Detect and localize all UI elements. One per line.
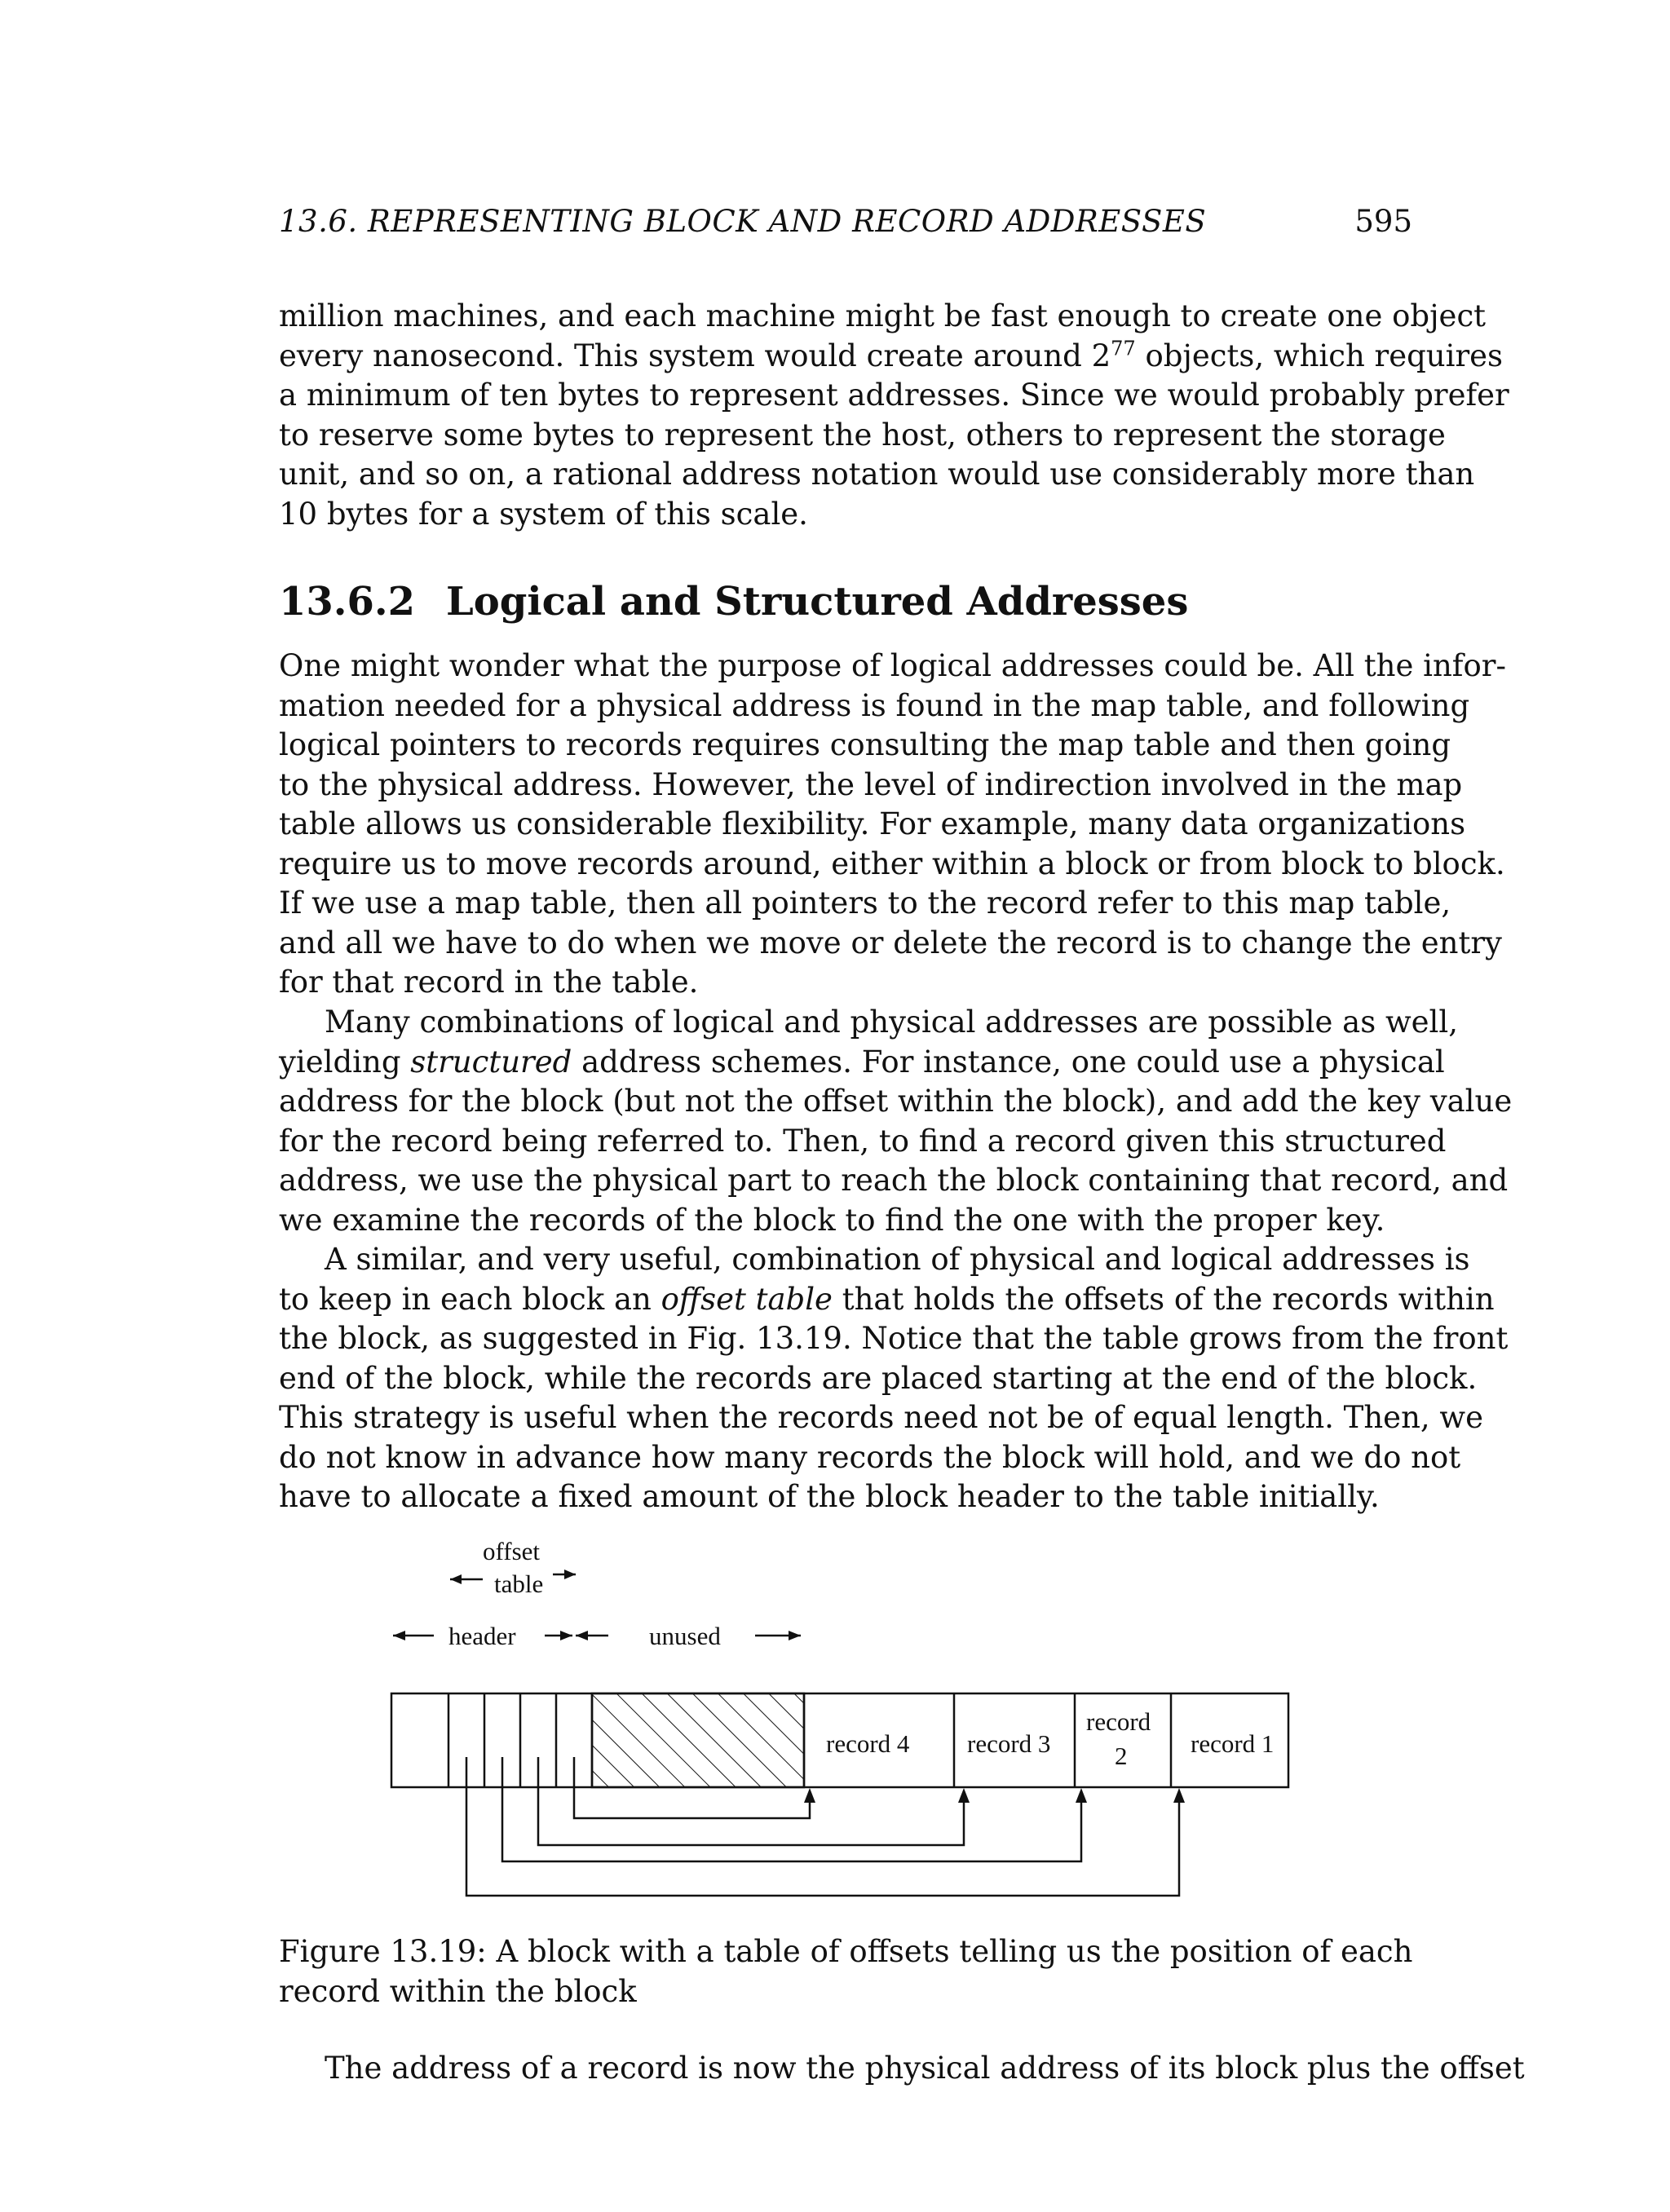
text-line-with-emphasis: [279, 1043, 1445, 1083]
pointer-lines: [466, 1757, 1179, 1896]
unused-hatched-region: [592, 1693, 804, 1787]
text-line: end of the block, while the records are placed starting at the end of the block.: [279, 1360, 1478, 1396]
text-line: to reserve some bytes to represent the host, others to represent the storage: [279, 417, 1446, 453]
record-4-label: record 4: [826, 1729, 910, 1758]
paragraph-3: [279, 1003, 1513, 1240]
text-line: logical pointers to records requires consulting the map table and then going: [279, 727, 1451, 762]
exponent: 77: [1111, 337, 1136, 360]
text-line: the block, as suggested in Fig. 13.19. Notice that the table grows from the front: [279, 1321, 1509, 1356]
arrow-up-icon: [804, 1788, 815, 1803]
text-fragment: that holds the offsets of the records within: [832, 1281, 1495, 1317]
record-3-label: record 3: [967, 1729, 1051, 1758]
arrow-up-icon: [958, 1788, 970, 1803]
text-line: A similar, and very useful, combination of physical and logical addresses is: [325, 1242, 1470, 1277]
arrow-up-icon: [1076, 1788, 1087, 1803]
label-table: table: [494, 1570, 544, 1598]
running-head: [279, 202, 1412, 241]
text-line: The address of a record is now the physical address of its block plus the offset: [325, 2051, 1525, 2086]
text-line: a minimum of ten bytes to represent addresses. Since we would probably prefer: [279, 377, 1509, 413]
text-line: we examine the records of the block to find the one with the proper key.: [279, 1202, 1385, 1238]
text-line: 10 bytes for a system of this scale.: [279, 496, 808, 532]
text-line: for the record being referred to. Then, to find a record given this structured: [279, 1123, 1447, 1159]
text-line: table allows us considerable flexibility. For example, many data organizations: [279, 806, 1466, 841]
paragraph-1: [279, 297, 1509, 534]
text-line: address for the block (but not the offset within the block), and add the key value: [279, 1084, 1513, 1119]
running-head-title: 13.6. REPRESENTING BLOCK AND RECORD ADDRESSES: [279, 204, 1207, 239]
text-fragment: every nanosecond. This system would create around 2: [279, 338, 1111, 373]
text-line: to the physical address. However, the level of indirection involved in the map: [279, 766, 1463, 802]
caption-line: record within the block: [279, 1973, 637, 2009]
text-line: If we use a map table, then all pointers to the record refer to this map table,: [279, 885, 1451, 921]
unused-right-arrow-icon: [755, 1631, 801, 1640]
text-line: This strategy is useful when the records need not be of equal length. Then, we: [279, 1400, 1484, 1435]
text-line: Many combinations of logical and physical addresses are possible as well,: [325, 1004, 1458, 1040]
record-2-label-bottom: 2: [1115, 1742, 1128, 1770]
text-line: address, we use the physical part to reach the block containing that record, and: [279, 1163, 1509, 1198]
section-heading: [279, 577, 1188, 626]
emphasis-offset-table: offset table: [660, 1281, 833, 1317]
text-fragment: address schemes. For instance, one could use a physical: [572, 1044, 1445, 1080]
label-unused: unused: [649, 1622, 721, 1650]
text-fragment: objects, which requires: [1135, 338, 1504, 373]
emphasis-structured: structured: [410, 1044, 572, 1080]
text-line: require us to move records around, either within a block or from block to block.: [279, 846, 1505, 881]
figure-caption: [279, 1932, 1413, 2011]
pointer-arrowheads: [804, 1788, 1185, 1803]
offset-left-arrow-icon: [450, 1574, 483, 1584]
text-line: do not know in advance how many records the block will hold, and we do not: [279, 1439, 1461, 1475]
label-offset: offset: [483, 1537, 541, 1565]
text-line: million machines, and each machine might be fast enough to create one object: [279, 298, 1487, 333]
block-diagram: [383, 1537, 1297, 1912]
section-title: Logical and Structured Addresses: [446, 579, 1189, 625]
unused-left-arrow-icon: [576, 1631, 608, 1640]
arrow-up-icon: [1173, 1788, 1185, 1803]
paragraph-5: [279, 2049, 1525, 2089]
record-1-label: record 1: [1191, 1729, 1275, 1758]
figure-13-19: [383, 1537, 1297, 1912]
offset-right-arrow-icon: [553, 1570, 576, 1579]
text-line-with-exponent: [279, 337, 1504, 377]
label-header: header: [448, 1622, 516, 1650]
text-line: One might wonder what the purpose of logical addresses could be. All the infor-: [279, 648, 1506, 683]
page-number: 595: [1354, 204, 1412, 239]
text-line: mation needed for a physical address is found in the map table, and following: [279, 687, 1470, 723]
paragraph-4: [279, 1240, 1509, 1517]
header-left-arrow-icon: [393, 1631, 434, 1640]
text-line: for that record in the table.: [279, 965, 699, 1000]
text-fragment: to keep in each block an: [279, 1281, 661, 1317]
text-line-with-emphasis: [279, 1280, 1495, 1320]
text-line: and all we have to do when we move or delete the record is to change the entry: [279, 925, 1502, 960]
header-right-arrow-icon: [545, 1631, 572, 1640]
section-number: 13.6.2: [279, 579, 416, 625]
text-fragment: yielding: [279, 1044, 411, 1080]
record-2-label-top: record: [1086, 1707, 1151, 1736]
paragraph-2: [279, 647, 1506, 1003]
text-line: unit, and so on, a rational address notation would use considerably more than: [279, 457, 1475, 492]
caption-line: Figure 13.19: A block with a table of offsets telling us the position of each: [279, 1934, 1413, 1969]
text-line: have to allocate a fixed amount of the block header to the table initially.: [279, 1479, 1380, 1514]
